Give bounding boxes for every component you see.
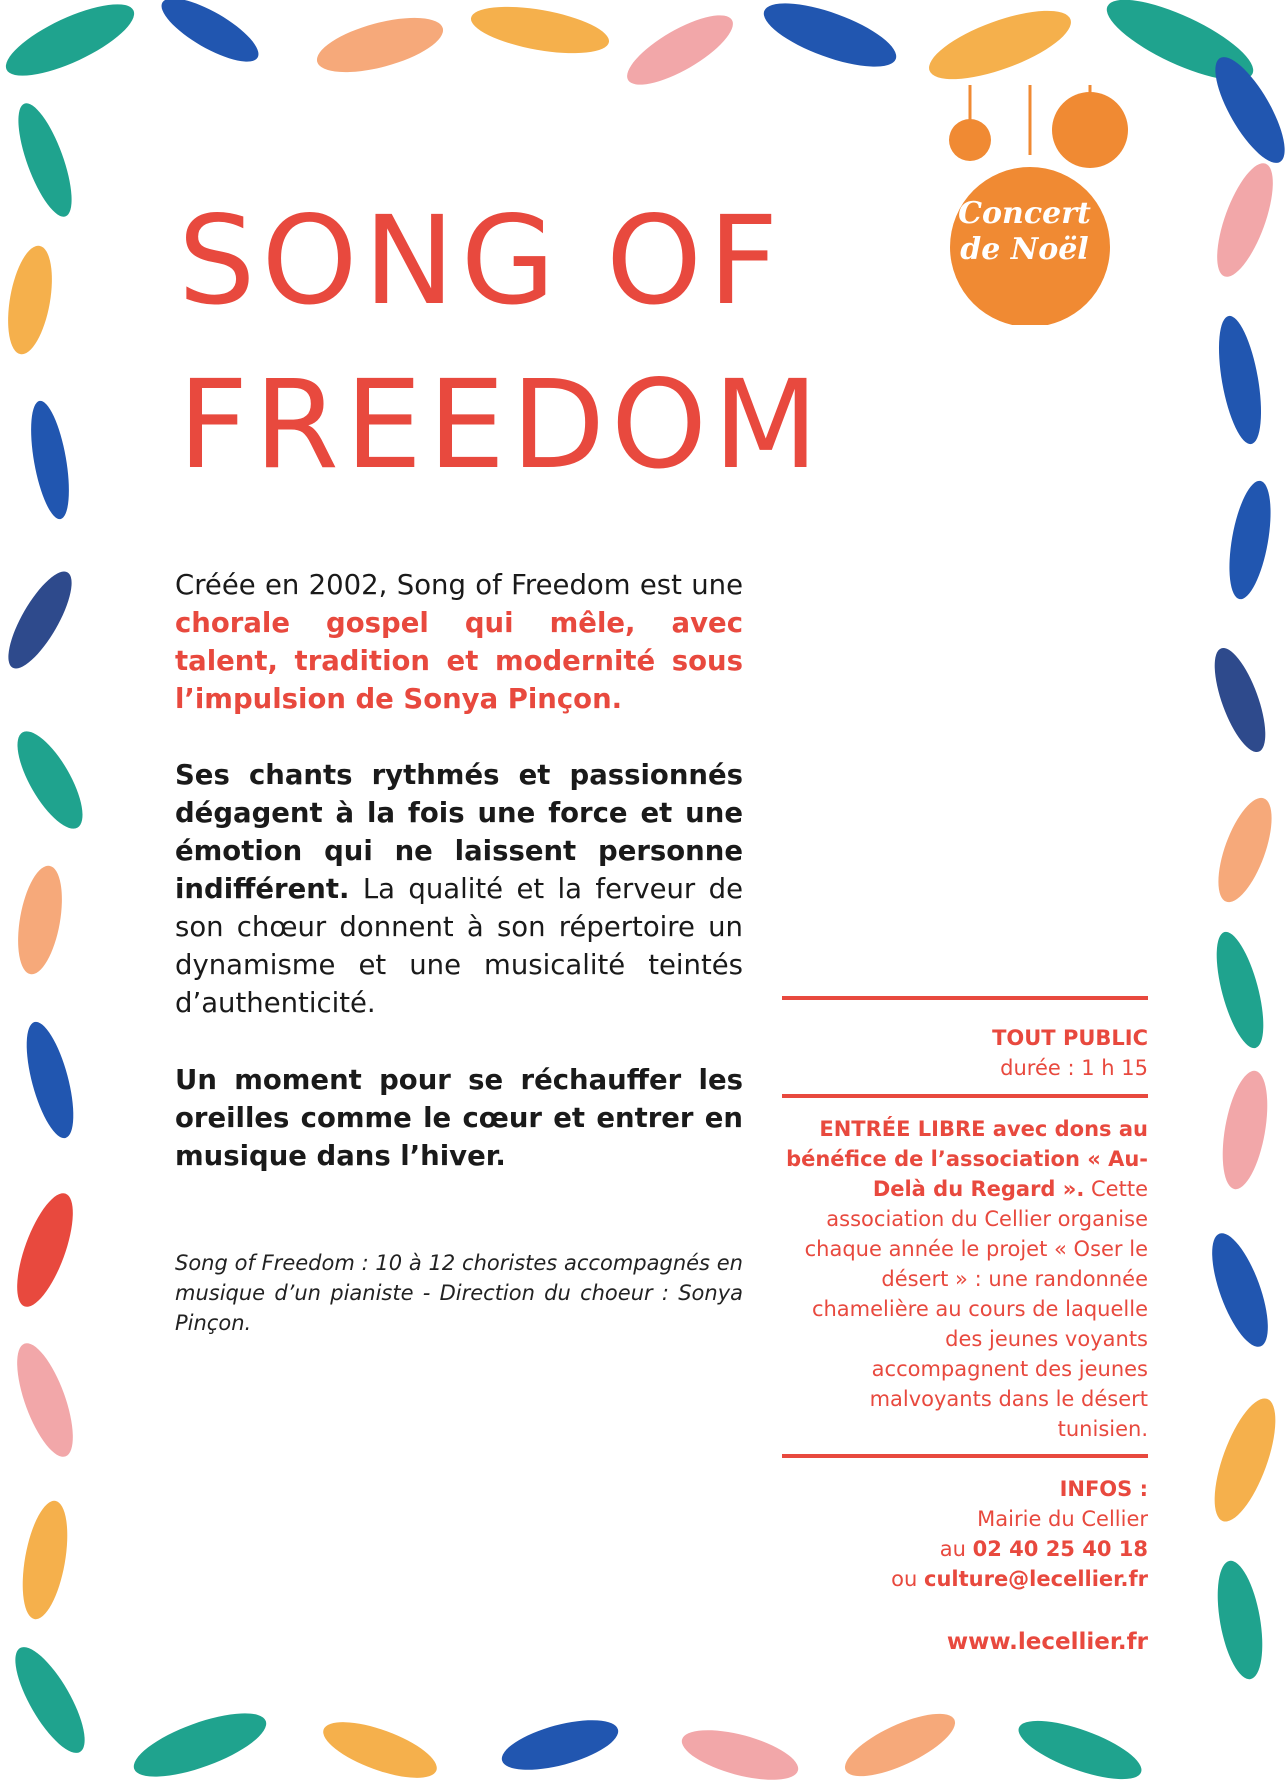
infos-place: Mairie du Cellier: [977, 1507, 1148, 1531]
intro-highlight: chorale gospel qui mêle, avec talent, tradition et modernité sous l’impulsion de Sonya Pinçon.: [175, 607, 743, 715]
title-line-2: FREEDOM: [178, 354, 825, 496]
closing-paragraph: Un moment pour se réchauffer les oreilles comme le cœur et entrer en musique dans l’hiver.: [175, 1064, 743, 1172]
intro-paragraph: [175, 566, 743, 718]
intro-plain: Créée en 2002, Song of Freedom est une: [175, 569, 743, 601]
divider-3: [782, 1454, 1148, 1458]
infos-label: INFOS :: [1059, 1477, 1148, 1501]
duration-text: durée : 1 h 15: [1000, 1056, 1148, 1080]
divider-2: [782, 1094, 1148, 1098]
infos-block: [782, 1474, 1148, 1594]
email-link[interactable]: culture@lecellier.fr: [924, 1567, 1148, 1591]
phone-prefix: au: [939, 1537, 973, 1561]
concert-badge-text: [946, 196, 1103, 268]
audience-label: TOUT PUBLIC: [992, 1026, 1148, 1050]
audience-block: [782, 1023, 1148, 1083]
divider-1: [782, 996, 1148, 1000]
entry-bold-text: ENTRÉE LIBRE avec dons au bénéfice de l’association « Au-Delà du Regard ».: [786, 1117, 1148, 1201]
entry-description: Cette association du Cellier organise chaque année le projet « Oser le désert » : une randonnée chamelière au cours de laquelle des jeunes voyants accompagnent des jeunes malvoyants dans le désert tunisien.: [804, 1177, 1148, 1441]
website-link[interactable]: www.lecellier.fr: [946, 1629, 1148, 1655]
description-paragraph: [175, 756, 743, 1022]
title-line-1: SONG OF: [178, 190, 785, 332]
credits-text: Song of Freedom : 10 à 12 choristes accompagnés en musique d’un pianiste - Direction du choeur : Sonya Pinçon.: [175, 1251, 743, 1335]
email-prefix: ou: [891, 1567, 924, 1591]
infos-email-line: [782, 1564, 1148, 1594]
entry-block: [782, 1114, 1148, 1444]
infos-phone-line: [782, 1534, 1148, 1564]
badge-line-2: de Noël: [960, 232, 1089, 267]
description-bold: Ses chants rythmés et passionnés dégagent à la fois une force et une émotion qui ne laissent personne indifférent.: [175, 759, 743, 905]
description-plain: La qualité et la ferveur de son chœur donnent à son répertoire un dynamisme et une musicalité teintés d’authenticité.: [175, 873, 743, 1019]
phone-number[interactable]: 02 40 25 40 18: [972, 1537, 1148, 1561]
badge-line-1: Concert: [958, 196, 1091, 231]
